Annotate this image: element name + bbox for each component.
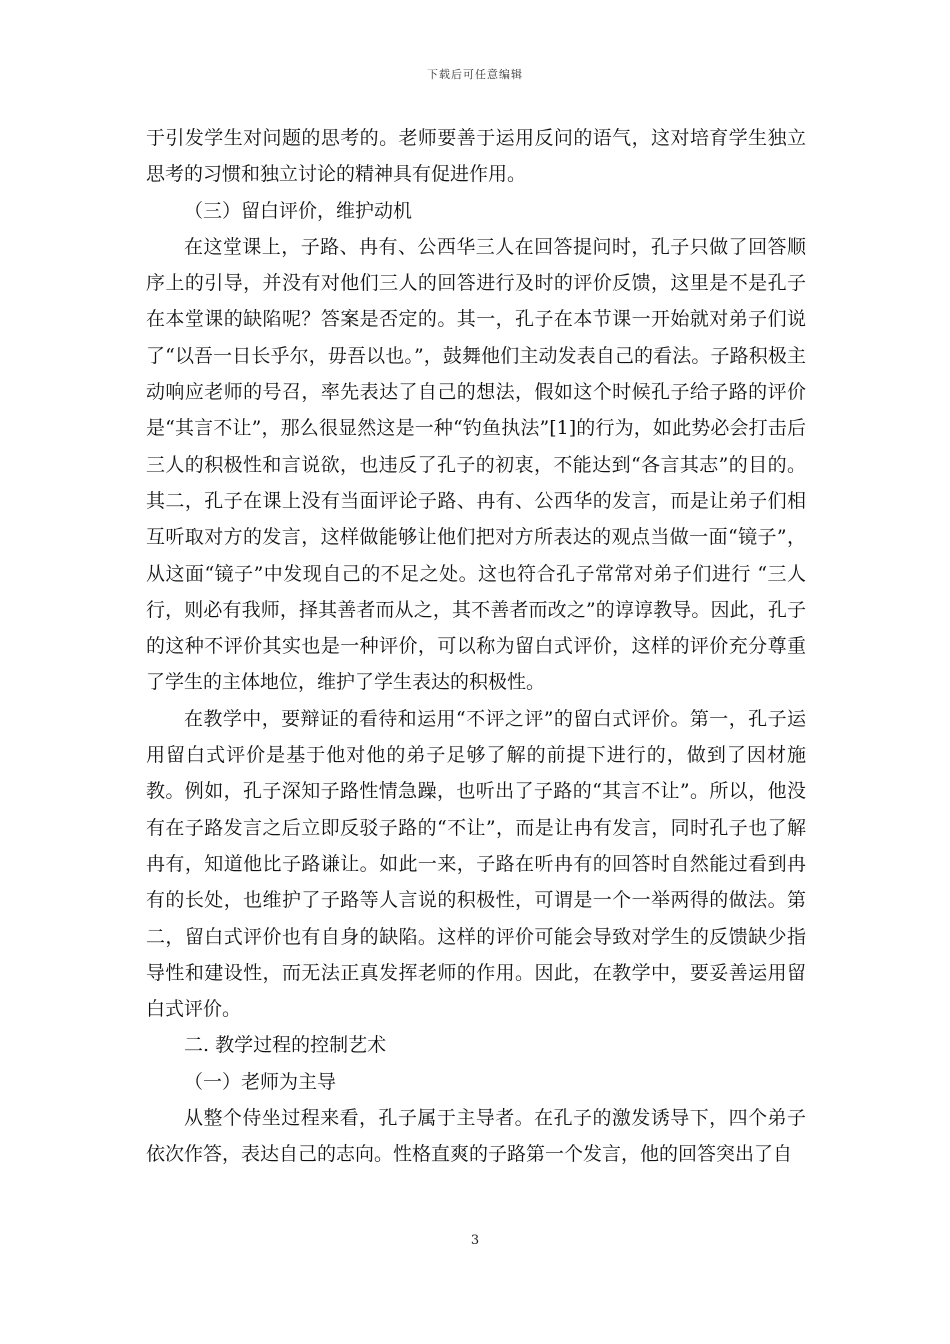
paragraph: 在这堂课上，子路、冉有、公西华三人在回答提问时，孔子只做了回答顺序上的引导，并没有对他们三人的回答进行及时的评价反馈，这里是不是孔子在本堂课的缺陷呢？答案是否定的。其一，孔子在本节课一开始就对弟子们说了“以吾一日长乎尔，毋吾以也。”，鼓舞他们主动发表自己的看法。子路积极主动响应老师的号召，率先表达了自己的想法，假如这个时候孔子给子路的评价是“其言不让”，那么很显然这是一种“钓鱼执法”[1]的行为，如此势必会打击后三人的积极性和言说欲，也违反了孔子的初衷，不能达到“各言其志”的目的。其二，孔子在课上没有当面评论子路、冉有、公西华的发言，而是让弟子们相互听取对方的发言，这样做能够让他们把对方所表达的观点当做一面“镜子”，从这面“镜子”中发现自己的不足之处。这也符合孔子常常对弟子们进行 “三人行，则必有我师，择其善者而从之，其不善者而改之”的谆谆教导。因此，孔子的这种不评价其实也是一种评价，可以称为留白式评价，这样的评价充分尊重了学生的主体地位，维护了学生表达的积极性。: [146, 235, 806, 694]
paragraph-continuation: 于引发学生对问题的思考的。老师要善于运用反问的语气，这对培育学生独立思考的习惯和独立讨论的精神具有促进作用。: [146, 127, 806, 186]
section-heading-2: 二. 教学过程的控制艺术: [184, 1034, 387, 1057]
page-header: 下载后可任意编辑: [427, 68, 523, 81]
paragraph: 在教学中，要辩证的看待和运用“不评之评”的留白式评价。第一，孔子运用留白式评价是基于他对他的弟子足够了解的前提下进行的，做到了因材施教。例如，孔子深知子路性情急躁，也听出了子路的“其言不让”。所以，他没有在子路发言之后立即反驳子路的“不让”，而是让冉有发言，同时孔子也了解冉有，知道他比子路谦让。如此一来，子路在听冉有的回答时自然能过看到冉有的长处，也维护了子路等人言说的积极性，可谓是一个一举两得的做法。第二，留白式评价也有自身的缺陷。这样的评价可能会导致对学生的反馈缺少指导性和建设性，而无法正真发挥老师的作用。因此，在教学中，要妥善运用留白式评价。: [146, 707, 806, 1021]
section-heading-1: （一）老师为主导: [184, 1070, 337, 1093]
paragraph: 从整个侍坐过程来看，孔子属于主导者。在孔子的激发诱导下，四个弟子依次作答，表达自己的志向。性格直爽的子路第一个发言，他的回答突出了自: [146, 1107, 806, 1166]
section-heading-3: （三）留白评价，维护动机: [184, 199, 413, 222]
page-number: 3: [470, 1233, 480, 1248]
document-body: [146, 120, 806, 1173]
